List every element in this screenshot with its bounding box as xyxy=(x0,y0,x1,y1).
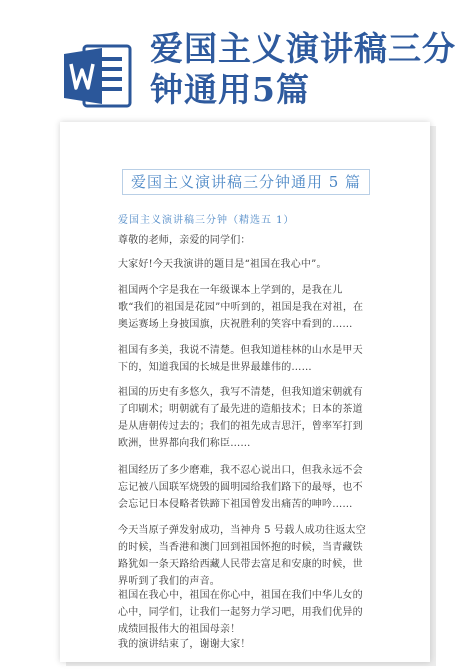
paragraph-end: 我的演讲结束了，谢谢大家！ xyxy=(118,639,251,650)
paragraph-intro: 大家好!今天我演讲的题目是“祖国在我心中”。 xyxy=(118,259,327,270)
paragraph-body: 祖国两个字是我在一年级课本上学到的，是我在儿歌“我们的祖国是花园”中听到的，祖国是我在对祖，在奥运赛场上身披国旗，庆祝胜利的笑容中看到的…… xyxy=(118,285,364,330)
paragraph-body: 祖国的历史有多悠久，我写不清楚，但我知道宋朝就有了印刷术；明朝就有了最先进的造船技术；日本的茶道是从唐朝传过去的；我们的祖先成吉思汗，曾率军打到欧洲，世界都向我们称臣…… xyxy=(118,387,363,449)
word-document-icon xyxy=(62,40,134,112)
document-subheading: 爱国主义演讲稿三分钟（精选五 1） xyxy=(118,215,295,226)
paragraph-body: 祖国经历了多少磨难，我不忍心说出口，但我永远不会忘记被八国联军烧毁的圆明园给我们路下的最辱，也不会忘记日本侵略者铁蹄下祖国曾发出痛苦的呻吟…… xyxy=(118,465,363,510)
paragraph-body: 今天当原子弹发射成功，当神舟 5 号载人成功往返太空的时候，当香港和澳门回到祖国怀抱的时候，当青藏铁路犹如一条天路给西藏人民带去富足和安康的时候，世界听到了我们的声音。 xyxy=(118,525,366,587)
document-title-box xyxy=(122,169,370,195)
paragraph-closing: 祖国在我心中，祖国在你心中，祖国在我们中华儿女的心中，同学们，让我们一起努力学习吧，用我们优异的成绩回报伟大的祖国母亲！ xyxy=(118,590,363,635)
paragraph-greeting: 尊敬的老师，亲爱的同学们： xyxy=(118,235,251,246)
banner-title: 爱国主义演讲稿三分钟通用5篇 xyxy=(150,29,456,109)
paragraph-body: 祖国有多美，我说不清楚。但我知道桂林的山水是甲天下的，知道我国的长城是世界最雄伟的…… xyxy=(118,345,363,373)
document-page xyxy=(60,122,430,662)
document-title: 爱国主义演讲稿三分钟通用 5 篇 xyxy=(130,173,362,191)
banner xyxy=(0,0,474,124)
